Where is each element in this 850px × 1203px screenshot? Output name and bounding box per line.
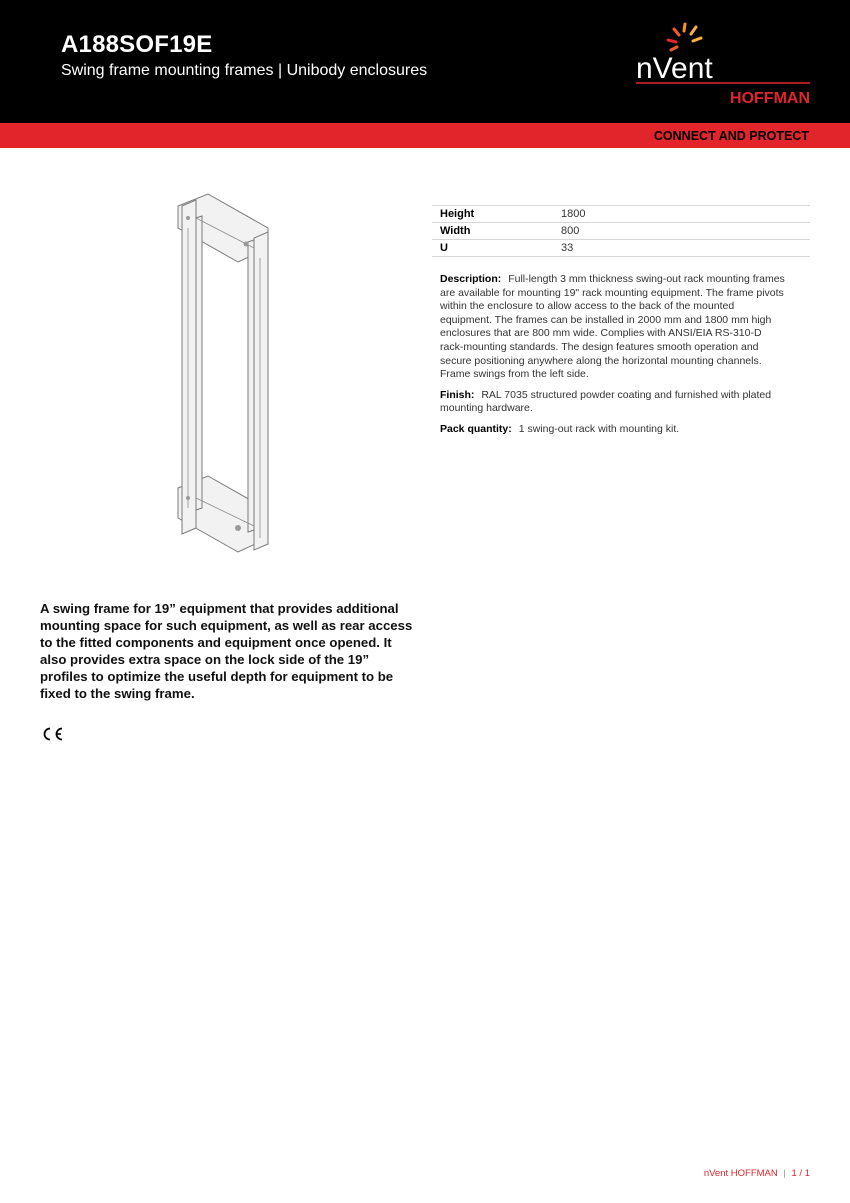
spec-value: 1800 [561,208,586,220]
banner-tagline: CONNECT AND PROTECT [653,129,809,143]
finish-label: Finish: [440,388,475,401]
footer-brand: nVent HOFFMAN [703,1168,778,1179]
spec-label: U [440,242,448,254]
footer-separator: | [783,1168,786,1179]
product-code-title: A188SOF19E [61,31,213,58]
table-row [432,223,810,240]
description-label: Description: [440,273,502,285]
page-header [0,0,850,123]
table-row [432,206,810,223]
description-paragraph [440,273,785,382]
spec-label: Height [440,208,475,220]
product-details [440,273,785,444]
swing-frame-image [168,188,278,560]
spec-value: 800 [561,225,580,237]
pack-quantity-paragraph [440,423,785,437]
pack-quantity-label: Pack quantity: [440,422,512,435]
spec-label: Width [440,225,471,237]
spec-table [432,205,810,257]
product-summary: A swing frame for 19” equipment that provides additional mounting space for such equipment, as well as rear access to the fitted components and equipment once opened. It also provides extra space on the lock side of the 19” profiles to optimize the useful depth for equipment to be fixed to the swing frame. [40,601,413,701]
finish-text: RAL 7035 structured powder coating and furnished with plated mounting hardware. [440,388,772,415]
nvent-hoffman-logo [630,18,815,110]
ce-mark-icon [40,726,64,742]
table-row [432,240,810,257]
page-number: 1 / 1 [791,1168,810,1179]
product-subtitle: Swing frame mounting frames | Unibody enclosures [61,62,428,79]
finish-paragraph [440,389,785,416]
svg-text:nVent: nVent [636,52,713,85]
pack-quantity-text: 1 swing-out rack with mounting kit. [518,422,680,435]
spec-value: 33 [561,242,574,254]
description-text: Full-length 3 mm thickness swing-out rack mounting frames are available for mounting 19" rack mounting equipment. The frame pivots within the enclosure to allow access to the back of the mounted equipment. The frames can be installed in 2000 mm and 1800 mm high enclosures that are 800 mm wide. Complies with ANSI/EIA RS-310-D rack-mounting standards. The design features smooth operation and secure positioning anywhere along the horizontal mounting channels. Frame swings from the left side. [440,273,785,381]
page-footer [704,1168,810,1179]
svg-text:HOFFMAN: HOFFMAN [730,90,810,107]
